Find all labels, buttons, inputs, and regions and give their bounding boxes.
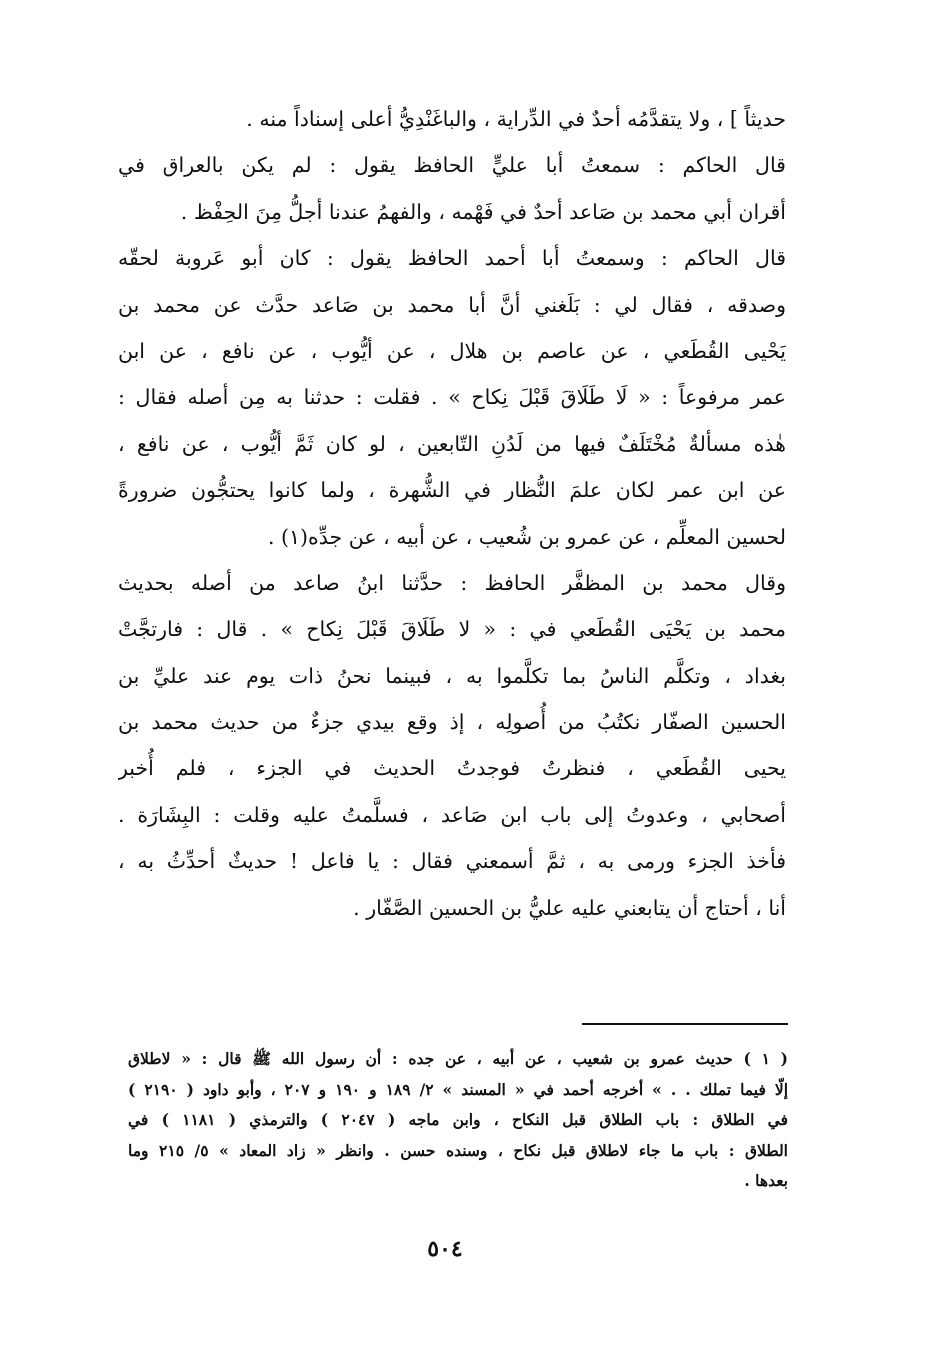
text-line: الحسين الصفّار نكتُبُ من أُصولِه ، إذ وقع بيدي جزءٌ من حديث محمد بن [118,710,786,735]
footnote-line: بعدها . [744,1171,788,1191]
footnotes [128,1044,788,1197]
text-line: وقال محمد بن المظفَّر الحافظ : حدَّثنا ابنُ صاعد من أصله بحديث [118,570,786,595]
footnote-line: في الطلاق : باب الطلاق قبل النكاح ، وابن ماجه ( ٢٠٤٧ ) والترمذي ( ١١٨١ ) في [128,1110,788,1130]
text-line: هٰذه مسألةٌ مُخْتَلَفٌ فيها من لَدُنِ التّابعين ، لو كان ثَمَّ أيُّوب ، عن نافع ، [118,431,786,456]
text-line: فأخذ الجزء ورمى به ، ثمَّ أسمعني فقال : يا فاعل ! حديثٌ أحدِّثُ به ، [118,849,786,874]
text-line: أنا ، أحتاج أن يتابعني عليه عليُّ بن الحسين الصَّفّار . [353,895,786,920]
main-text [118,96,786,931]
text-line: قال الحاكم : وسمعتُ أبا أحمد الحافظ يقول : كان أبو عَروبة لحقّه [118,246,786,271]
text-line: بغداد ، وتكلَّم الناسُ بما تكلَّموا به ، فبينما نحنُ ذات يوم عند عليِّ بن [118,663,786,688]
text-line: وصدقه ، فقال لي : بَلَغني أنَّ أبا محمد بن صَاعد حدَّث عن محمد بن [118,292,786,317]
text-line: أقران أبي محمد بن صَاعد أحدٌ في فَهْمه ، والفهمُ عندنا أجلُّ مِنَ الحِفْظ . [180,199,786,224]
text-line: عمر مرفوعاً : « لَا طَلَاقَ قَبْلَ نِكاح » . فقلت : حدثنا به مِن أصله فقال : [118,385,786,410]
footnote-line: الطلاق : باب ما جاء لاطلاق قبل نكاح ، وسنده حسن . وانظر « زاد المعاد » ٥/ ٢١٥ وما [128,1140,788,1160]
text-line: حديثاً ] ، ولا يتقدَّمُه أحدٌ في الدِّراية ، والباغَنْدِيُّ أعلى إسناداً منه . [246,107,786,131]
text-line: عن ابن عمر لكان علمَ النُّظار في الشُّهرة ، ولما كانوا يحتجُّون ضرورةً [118,478,786,503]
text-line: يحيى القُطَعي ، فنظرتُ فوجدتُ الحديث في الجزء ، فلم أُخبر [118,756,786,781]
text-line: يَحْيى القُطَعي ، عن عاصم بن هلال ، عن أيُّوب ، عن نافع ، عن ابن [118,338,786,363]
page-number: ٥٠٤ [427,1236,463,1262]
footnote-line: إلّا فيما تملك . . » أخرجه أحمد في « المسند » ٢/ ١٨٩ و ١٩٠ و ٢٠٧ ، وأبو داود ( ٢١٩٠ ) [128,1079,788,1099]
footnote-line: ( ١ ) حديث عمرو بن شعيب ، عن أبيه ، عن جده : أن رسول الله ﷺ قال : « لاطلاق [128,1049,788,1068]
text-line: قال الحاكم : سمعتُ أبا عليٍّ الحافظ يقول : لم يكن بالعراق في [118,153,786,178]
text-line: أصحابي ، وعدوتُ إلى باب ابن صَاعد ، فسلَّمتُ عليه وقلت : البِشَارَة . [118,802,786,827]
text-line: محمد بن يَحْيَى القُطَعي في : « لا طَلَاقَ قَبْلَ نِكاح » . قال : فارتجَّتْ [118,617,786,642]
footnote-divider [582,1023,788,1025]
text-line: لحسين المعلِّم ، عن عمرو بن شُعيب ، عن أبيه ، عن جدِّه(١) . [267,524,786,549]
